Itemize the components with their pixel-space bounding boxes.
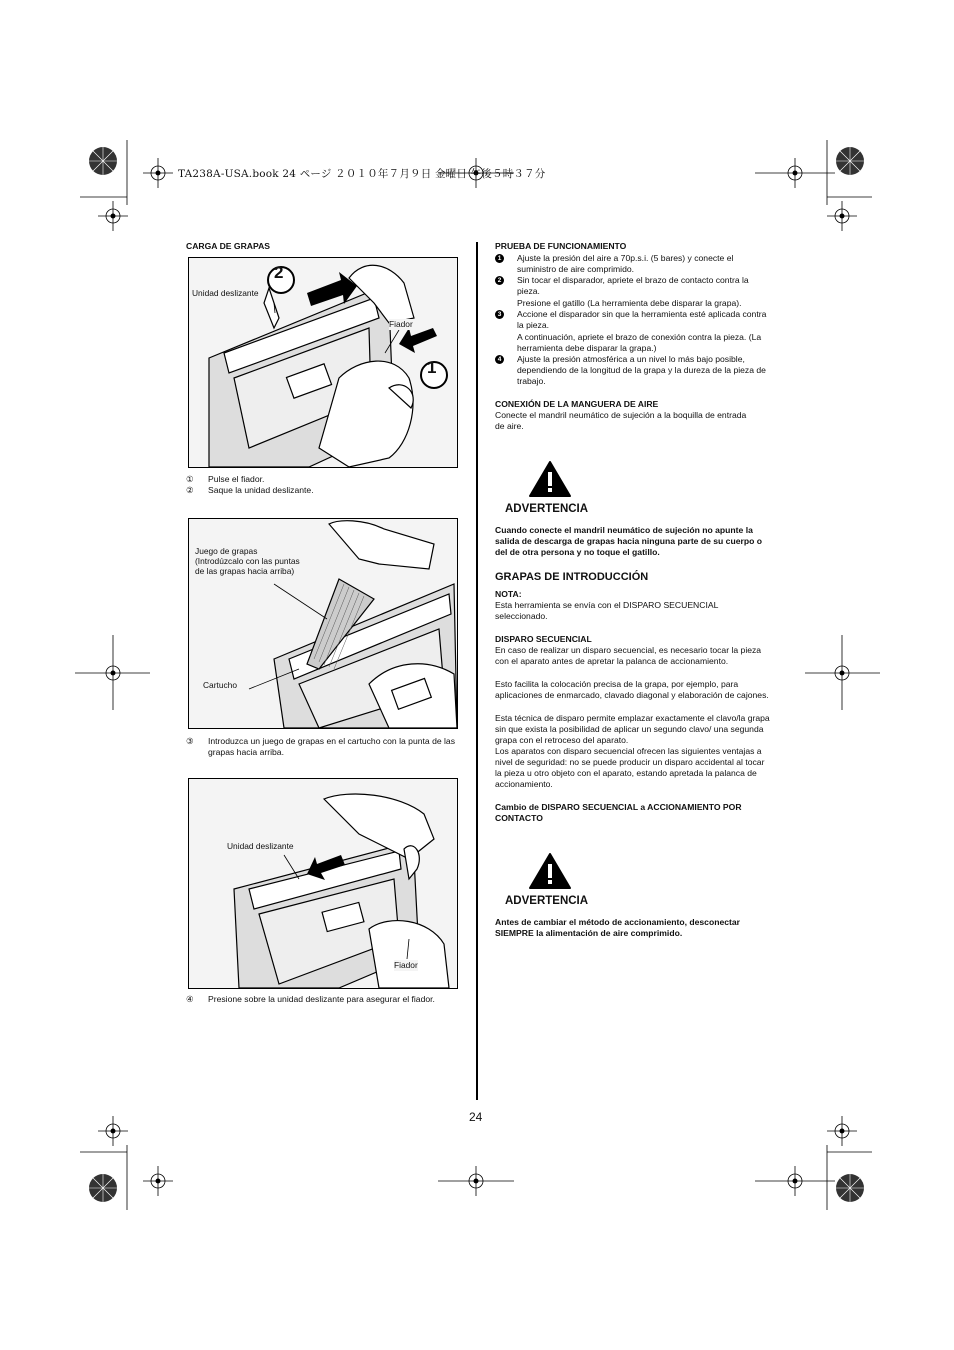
section-title-prueba: PRUEBA DE FUNCIONAMIENTO [495, 241, 627, 251]
figure-press-slider [188, 778, 458, 989]
disparo-p1: En caso de realizar un disparo secuencial, es necesario tocar la pieza con el aparato antes de apretar la palanca de accionamiento. [495, 645, 762, 666]
warning-2-text: Antes de cambiar el método de accionamiento, desconectar SIEMPRE la alimentación de aire comprimido. [495, 917, 740, 938]
warning-triangle-icon [528, 852, 572, 890]
disparo-p4: Los aparatos con disparo secuencial ofrecen las siguientes ventajas a nivel de seguridad: no se puede producir un disparo accidental al tocar la pieza u otro objeto con el aparato, estando apretada la palanca de accionamiento. [495, 746, 765, 789]
section-title-conexion: CONEXIÓN DE LA MANGUERA DE AIRE [495, 399, 659, 409]
label-juego-de-grapas-2: (Introdúzcalo con las puntas [195, 556, 300, 566]
print-header: TA238A-USA.book 24 ページ ２０１０年７月９日 金曜日 午後５時３７分 [178, 168, 546, 180]
label-unidad-deslizante: Unidad deslizante [192, 288, 259, 298]
label-juego-de-grapas-1: Juego de grapas [195, 546, 258, 556]
hose-text: Conecte el mandril neumático de sujeción a la boquilla de entrada de aire. [495, 410, 747, 431]
disparo-p3: Esta técnica de disparo permite emplazar exactamente el clavo/la grapa sin que exista la posibilidad de aplicar un segundo clavo/ una segunda grapa con el retroceso del aparato. [495, 713, 770, 745]
warning-2-title: ADVERTENCIA [505, 895, 589, 907]
callout-2: 2 [274, 263, 284, 282]
label-unidad-deslizante-2: Unidad deslizante [227, 841, 294, 851]
label-juego-de-grapas-3: de las grapas hacia arriba) [195, 566, 295, 576]
section-title-grapas: GRAPAS DE INTRODUCCIÓN [495, 571, 649, 583]
warning-1-text: Cuando conecte el mandril neumático de sujeción no apunte la salida de descarga de grapas hacia ninguna parte de su cuerpo o del de otra persona y no toque el gatillo. [495, 525, 762, 557]
figure-remove-slider [188, 257, 458, 468]
section-title-carga: CARGA DE GRAPAS [186, 241, 271, 251]
figure-insert-staples [188, 518, 458, 729]
page-number: 24 [469, 1110, 483, 1124]
disparo-title: DISPARO SECUENCIAL [495, 634, 592, 644]
callout-1: 1 [427, 358, 437, 377]
nota-title: NOTA: [495, 589, 522, 599]
nota-text: Esta herramienta se envía con el DISPARO SECUENCIAL seleccionado. [495, 600, 719, 621]
label-cartucho: Cartucho [203, 680, 237, 690]
warning-1-title: ADVERTENCIA [505, 503, 589, 515]
warning-triangle-icon [528, 460, 572, 498]
figure-3-drawing [189, 779, 457, 988]
disparo-p2: Esto facilita la colocación precisa de la grapa, por ejemplo, para aplicaciones de enmarcado, clavado diagonal y elaboración de cajones. [495, 679, 769, 700]
label-fiador: Fiador [389, 319, 413, 329]
cambio-title: Cambio de DISPARO SECUENCIAL a ACCIONAMIENTO POR CONTACTO [495, 802, 742, 823]
label-fiador-2: Fiador [394, 960, 418, 970]
column-divider [476, 242, 478, 1100]
